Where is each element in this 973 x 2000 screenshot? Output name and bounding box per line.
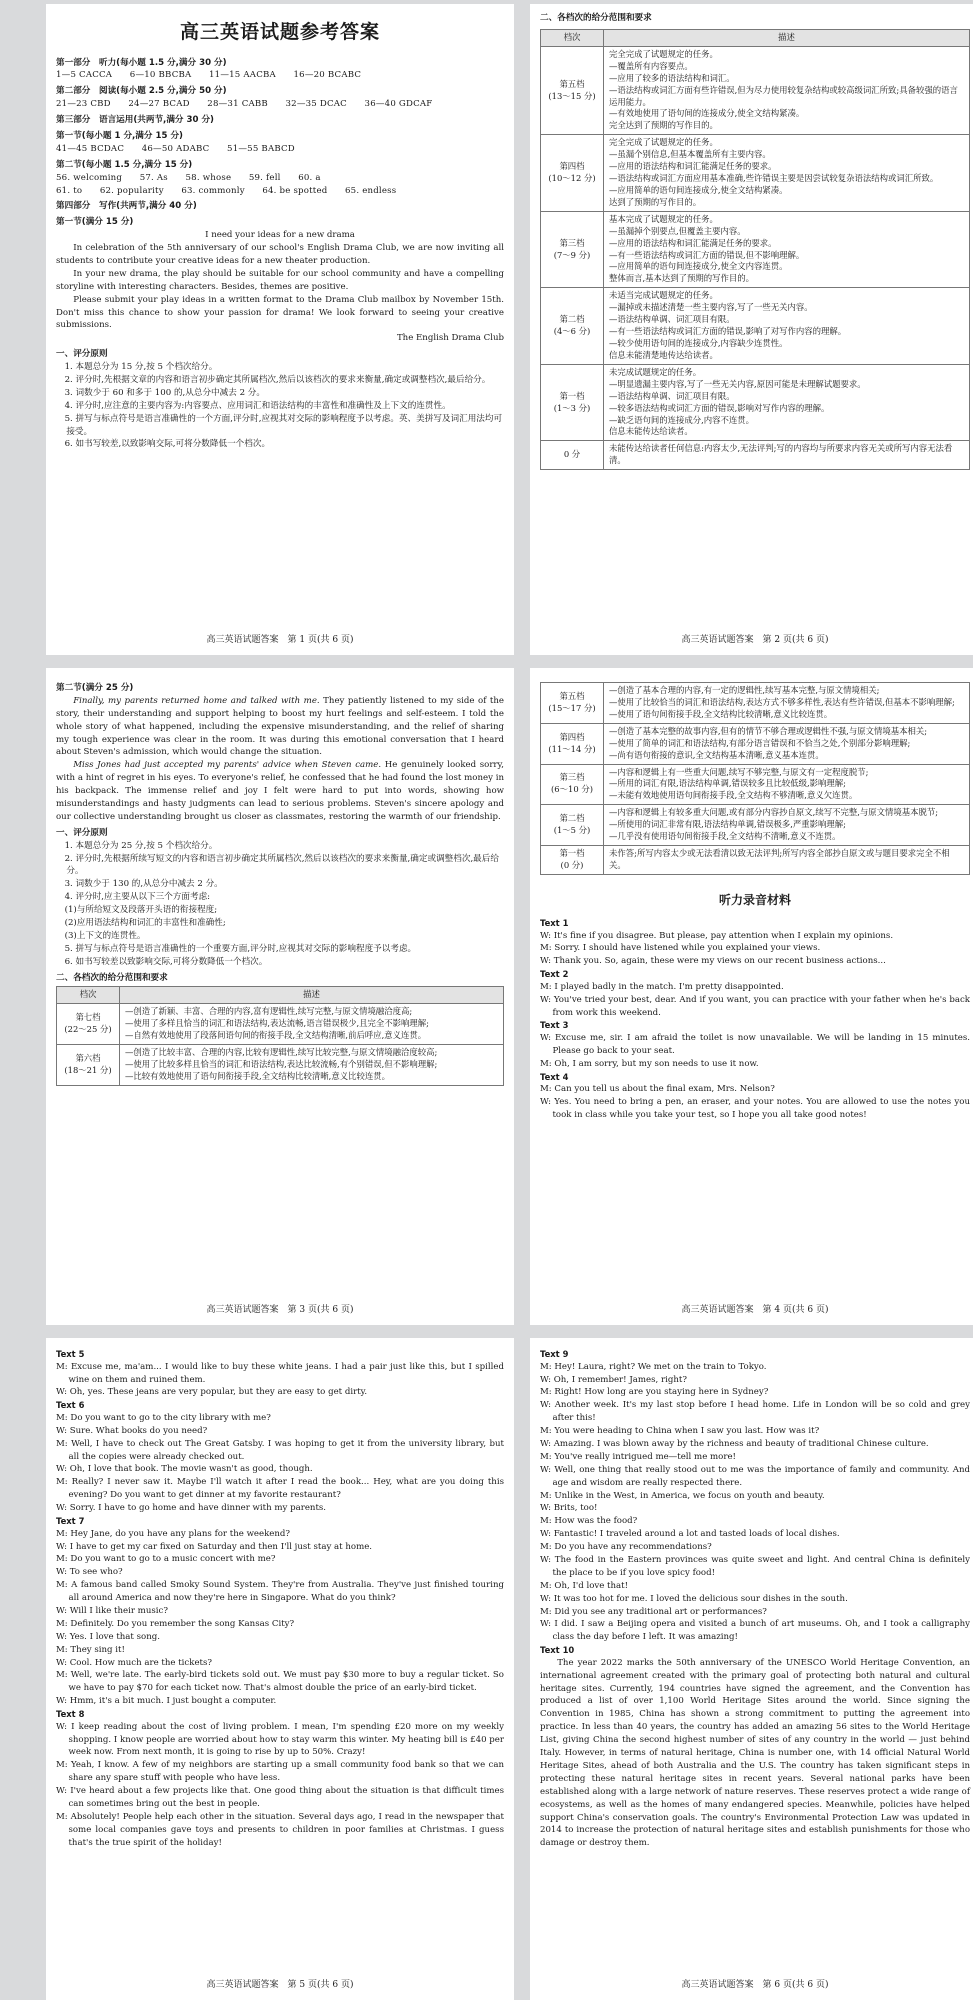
band-line: —使用了比较多样且恰当的词汇和语法结构,表达比较流畅,有个别错误,但不影响理解; [125,1059,438,1070]
dialogue-line: W: Well, one thing that really stood out to me was the importance of family and community. And age and wisdom are really respected there. [540,1464,970,1488]
band-range: (1～3 分) [553,402,591,413]
transcript-text-6 [56,1399,504,1515]
band-line: 基本完成了试题规定的任务。 [609,213,718,224]
transcript-text-4 [540,1071,970,1122]
transcript-text-9 [540,1348,970,1644]
page-footer: 高三英语试题答案 第 4 页(共 6 页) [681,1304,829,1315]
band-line: —内容和逻辑上有一些重大问题,续写不够完整,与原文有一定程度脱节; [609,766,869,777]
dialogue-line: M: Sorry. I should have listened while you explained your views. [540,943,821,954]
band-line: —有一些语法结构或词汇方面的错误,影响了对写作内容的理解。 [609,326,847,337]
part2-answers: 21—23 CBD 24—27 BCAD 28—31 CABB 32—35 DCAC 36—40 GDCAF [56,99,433,110]
table-row [541,846,970,875]
dialogue-line: W: Amazing. I was blown away by the richness and beauty of traditional Chinese culture. [540,1438,929,1449]
part1-heading: 第一部分 听力(每小题 1.5 分,满分 30 分) [56,57,227,68]
dialogue-line: W: To see who? [56,1567,123,1578]
band-range: (1～5 分) [553,825,591,836]
table-row [541,135,970,212]
band-level: 第五档 [559,690,585,701]
transcript-text-3 [540,1019,970,1070]
table-header-row [541,29,970,46]
principle-item: 2. 评分时,先根据文章的内容和语言初步确定其所属档次,然后以该档次的要求来衡量,确定或调整档次,最后给分。 [64,374,491,385]
dialogue-line: W: Oh, I remember! James, right? [540,1374,687,1385]
table-row [541,211,970,288]
text-label: Text 4 [540,1071,569,1082]
dialogue-line: W: I have to get my car fixed on Saturday and then I'll just stay at home. [56,1541,373,1552]
dialogue-line: W: Excuse me, sir. I am afraid the toilet is now unavailable. We will be landing in 15 minutes. Please go back to your seat. [540,1033,970,1056]
page-4 [530,668,973,1325]
transcript-text-1 [540,917,970,968]
transcript-text-5 [56,1348,504,1399]
scoring-bands-table-continued [540,682,970,875]
band-range: (4～6 分) [553,326,591,337]
band-range: (6～10 分) [551,784,593,795]
page-title: 高三英语试题参考答案 [179,21,380,43]
band-range: (7～9 分) [553,249,591,260]
band-range: (22～25 分) [64,1024,112,1035]
dialogue-line: W: Will I like their music? [56,1605,168,1616]
band-line: —使用了语句间衔接手段,全文结构比较清晰,意义比较连贯。 [609,708,833,719]
transcript-text-7 [56,1515,504,1708]
scoring-bands-table [56,986,504,1085]
band-line: —覆盖所有内容要点。 [609,60,693,71]
scoring-principles-heading: 一、评分原则 [56,349,108,360]
band-line: —应用的语法结构和词汇能满足任务的要求。 [609,237,777,248]
text-label: Text 3 [540,1020,569,1031]
page-1 [46,4,514,655]
band-line: —应用了较多的语法结构和词汇。 [609,72,735,83]
essay-title: I need your ideas for a new drama [205,230,355,241]
band-line: 信息未能传达给读者。 [609,426,693,437]
band-line: —创造了基本合理的内容,有一定的逻辑性,续写基本完整,与原文情境相关; [609,685,880,695]
band-line: 未能传达给读者任何信息:内容太少,无法评判;写的内容均与所要求内容无关或所写内容无法看清。 [609,443,953,466]
table-row [541,364,970,441]
dialogue-line: W: I did. I saw a Beijing opera and visited a bunch of art museums. Oh, and I took a calligraphy class the day before I left. It was amazing! [540,1619,970,1643]
band-line: —有效地使用了语句间的连接成分,使全文结构紧凑。 [609,108,805,119]
dialogue-line: M: You were heading to China when I saw you last. How was it? [540,1426,820,1437]
band-level: 第三档 [559,237,585,248]
band-level: 第四档 [559,161,585,172]
band-range: (10～12 分) [548,173,596,184]
dialogue-line: M: They sing it! [56,1644,125,1655]
band-level: 0 分 [563,449,581,460]
dialogue-line: W: Oh, yes. These jeans are very popular, but they are easy to get dirty. [56,1387,368,1398]
bands-heading: 二、各档次的给分范围和要求 [540,13,652,23]
band-line: —漏掉或未描述清楚一些主要内容,写了一些无关内容。 [609,302,813,313]
text-label: Text 1 [540,917,569,928]
dialogue-line: W: Sure. What books do you need? [56,1425,208,1436]
table-row [541,683,970,724]
band-level: 第三档 [559,772,585,783]
band-line: —语法结构或词汇方面有些许错误,但为尽力使用较复杂结构或较高级词汇所致;具备较强的语言运用能力。 [609,84,958,107]
band-range: (18～21 分) [64,1065,112,1076]
band-line: —自然有效地使用了段落间语句间的衔接手段,全文结构清晰,前后呼应,意义连贯。 [125,1030,427,1041]
band-level: 第一档 [559,390,585,401]
band-range: (0 分) [560,859,584,870]
band-line: 完全达到了预期的写作目的。 [609,120,718,131]
column-header-description: 描述 [604,29,970,46]
table-row [541,441,970,470]
dialogue-line: M: Well, I have to check out The Great Gatsby. I was hoping to get it from the university library, but all the copies were already checked out. [56,1438,504,1462]
part3-section2-answers-line2: 61. to 62. popularity 63. commonly 64. be spotted 65. endless [56,185,397,196]
text-label: Text 7 [56,1516,85,1527]
band-line: 达到了预期的写作目的。 [609,196,702,207]
essay-signature: The English Drama Club [396,333,504,344]
text-label: Text 9 [540,1349,569,1359]
dialogue-line: M: Did you see any traditional art or performances? [540,1606,767,1617]
part1-answers: 1—5 CACCA 6—10 BBCBA 11—15 AACBA 16—20 BCABC [56,70,362,81]
band-line: —比较有效地使用了语句间衔接手段,全文结构比较清晰,意义比较连贯。 [125,1071,390,1082]
band-line: —使用了简单的词汇和语法结构,有部分语言错误和不恰当之处,个别部分影响理解; [609,737,911,748]
band-line: 未完成试题规定的任务。 [609,366,702,377]
band-line: —几乎没有使用语句间衔接手段,全文结构不清晰,意义不连贯。 [609,831,841,842]
principle-item: (3)上下文的连贯性。 [64,930,146,941]
principle-item: 5. 拼写与标点符号是语言准确性的一个重要方面,评分时,应视其对交际的影响程度予以考虑。 [64,943,417,954]
part3-section2-heading: 第二节(每小题 1.5 分,满分 15 分) [56,159,193,170]
essay-paragraph-3: Please submit your play ideas in a written format to the Drama Club mailbox by November 15th. Don't miss this chance to show your passion for drama! We look forward to seeing your creative submissions. [56,294,504,331]
band-line: —使用了比较恰当的词汇和语法结构,表达方式不够多样性,表达有些许错误,但基本不影响理解; [609,696,955,707]
principle-item: 2. 评分时,先根据所续写短文的内容和语言初步确定其所属档次,然后以该档次的要求来衡量,确定或调整档次,最后给分。 [64,853,499,877]
dialogue-line: M: How was the food? [540,1516,638,1527]
dialogue-line: W: Oh, I love that book. The movie wasn't as good, though. [56,1464,313,1475]
principle-item: 6. 如书写较差,以致影响交际,可将分数降低一个档次。 [64,439,271,450]
table-row [57,1004,504,1045]
page-3 [46,668,514,1325]
text-label: Text 6 [56,1400,85,1411]
story-paragraph-2 [56,759,504,823]
band-level: 第二档 [559,813,585,824]
part3-section1-answers: 41—45 BCDAC 46—50 ADABC 51—55 BABCD [56,143,295,154]
principle-item: 3. 词数少于 130 的,从总分中减去 2 分。 [64,879,223,890]
dialogue-line: M: Really? I never saw it. Maybe I'll watch it after I read the book... Hey, what are you doing this evening? Do you want to get dinner at my favorite restaurant? [56,1477,504,1501]
dialogue-line: W: Another week. It's my last stop before I head home. Life in London will be so cold and grey after this! [540,1400,970,1424]
band-level: 第四档 [559,731,585,742]
dialogue-line: M: Right! How long are you staying here in Sydney? [540,1387,769,1398]
page-footer: 高三英语试题答案 第 5 页(共 6 页) [206,1979,354,1990]
principle-item: 1. 本题总分为 25 分,按 5 个档次给分。 [64,840,218,851]
scoring-principles-heading: 一、评分原则 [56,827,108,838]
story-paragraph-2-body: He genuinely looked sorry, with a hint of regret in his eyes. To everyone's relief, he confessed that he had found the lost money in his backpack. The immense relief and joy I felt were hard to put into words, showing how misunderstandings and hasty judgments can lead to serious problems. Steven's sincere apology and our collective understanding brought us closer as classmates, restoring the warmth of our friendship. [56,760,504,822]
page-footer: 高三英语试题答案 第 3 页(共 6 页) [206,1304,354,1315]
dialogue-line: W: Brits, too! [540,1503,598,1514]
monologue-paragraph: The year 2022 marks the 50th anniversary of the UNESCO World Heritage Convention, an international agreement created with the primary goal of protecting both natural and cultural heritage sites. Currently, 194 countries have signed the agreement, and the Convention has produced a list of over 1,100 World Heritage Sites around the world. Since signing the Convention in 1985, China has shown a strong commitment to putting the agreement into practice. In less than 40 years, the country has added an amazing 56 sites to the World Heritage List, giving China the second highest number of sites of any country in the world — just behind Italy. However, in terms of natural heritage, China is number one, with 14 official Natural World Heritage Sites, ahead of both Australia and the U.S. The country has taken significant steps in protecting these natural heritage sites in recent years. Several national parks have been established along with a large network of nature reserves. These reserves protect a wide range of ecosystems, as well as the homes of many endangered species. Meanwhile, policies have helped support China's conservation goals. The country's Environmental Protection Law was updated in 2014 to increase the protection of natural heritage sites and establish punishments for those who damage or destroy them. [540,1657,970,1849]
table-row [541,805,970,846]
band-line: 未适当完成试题规定的任务。 [609,290,718,301]
part3-section2-answers-line1: 56. welcoming 57. As 58. whose 59. fell 60. a [56,172,321,183]
page-footer: 高三英语试题答案 第 2 页(共 6 页) [681,634,829,645]
story-paragraph-1 [56,695,504,759]
band-level: 第七档 [75,1012,101,1023]
band-line: —使用了多样且恰当的词汇和语法结构,表达流畅,语言错误极少,且完全不影响理解; [125,1018,429,1029]
dialogue-line: W: You've tried your best, dear. And if you want, you can practice with your father when he's back from work this weekend. [540,994,970,1018]
part3-section1-heading: 第一节(每小题 1 分,满分 15 分) [56,130,183,141]
band-range: (15～17 分) [548,702,596,713]
essay-paragraph-1: In celebration of the 5th anniversary of our school's English Drama Club, we are now inviting all students to contribute your creative ideas for a new theater production. [56,243,504,266]
column-header-description: 描述 [120,987,504,1004]
dialogue-line: M: Well, we're late. The early-bird tickets sold out. We must pay $30 more to buy a regular ticket. So we have to pay $70 for each ticket now. That's almost double the price of an early-bird ticket. [56,1670,504,1694]
dialogue-line: M: Do you have any recommendations? [540,1542,712,1553]
dialogue-line: W: The food in the Eastern provinces was quite sweet and light. And central China is definitely the place to be if you love spicy food! [540,1554,970,1578]
text-label: Text 8 [56,1709,85,1720]
band-line: —应用简单的语句间连接成分,使全文内容连贯。 [609,261,788,272]
dialogue-line: W: I've heard about a few projects like that. One good thing about the situation is that difficult times can sometimes bring out the best in people. [56,1786,504,1810]
band-line: 完全完成了试题规定的任务。 [609,48,718,59]
dialogue-line: M: Hey Jane, do you have any plans for the weekend? [56,1528,291,1539]
band-line: —创造了基本完整的故事内容,但有的情节不够合理或逻辑性不强,与原文情境基本相关; [609,725,928,736]
dialogue-line: W: Sorry. I have to go home and have dinner with my parents. [56,1503,327,1514]
band-line: —所使用的词汇非常有限,语法结构单调,错误极多,严重影响理解; [609,819,846,830]
band-level: 第一档 [559,848,585,859]
story-paragraph-1-lead: Finally, my parents returned home and talked with me. [73,695,320,706]
dialogue-line: M: Yeah, I know. A few of my neighbors are starting up a small community food bank so that we can share any spare stuff with people who have less. [56,1760,504,1784]
dialogue-line: M: I played badly in the match. I'm pretty disappointed. [540,981,784,992]
band-line: —内容和逻辑上有较多重大问题,或有部分内容抄自原文,续写不完整,与原文情境基本脱节; [609,807,939,818]
scoring-bands-table [540,29,970,470]
band-line: —应用的语法结构和词汇能满足任务的要求。 [609,161,777,172]
dialogue-line: W: Yes. You need to bring a pen, an eraser, and your notes. You are allowed to use the notes you took in class while you take your test, so I hope you all take good notes! [540,1097,970,1121]
page-5 [46,1338,514,2000]
story-paragraph-2-lead: Miss Jones had just accepted my parents' advice when Steven came. [73,760,382,771]
dialogue-line: W: It's fine if you disagree. But please, pay attention when I explain my opinions. [540,930,894,941]
dialogue-line: W: I keep reading about the cost of living problem. I mean, I'm spending £20 more on my weekly shopping. I know people are worried about how to stay warm this winter. My heating bill is £40 per week now. From next month, it is going to rise by up to 50%. Crazy! [56,1721,504,1758]
band-line: —创造了新颖、丰富、合理的内容,富有逻辑性,续写完整,与原文情境融洽度高; [125,1006,413,1017]
dialogue-line: M: Absolutely! People help each other in the situation. Several days ago, I read in the newspaper that some local companies gave toys and presents to children in poor families at Christmas. I guess that's the true spirit of the holiday! [56,1811,504,1848]
dialogue-line: M: You've really intrigued me—tell me more! [540,1451,736,1462]
table-row [541,288,970,365]
table-header-row [57,987,504,1004]
band-line: 信息未能清楚地传达给读者。 [609,349,718,360]
dialogue-line: M: Do you want to go to the city library with me? [56,1412,271,1423]
part2-heading: 第二部分 阅读(每小题 2.5 分,满分 50 分) [56,86,227,97]
story-paragraph-1-body: They patiently listened to my side of the story, their understanding and support helping to boost my hurt feelings and self-esteem. I told the whole story of what happened, including the expensive misunderstanding, and the relief of sharing my tough experience was clear in the room. It was during this emotional conversation that I heard about Steven's admission, which would change the situation. [56,695,504,758]
part4-section1-heading: 第一节(满分 15 分) [56,217,134,228]
band-line: —明显遗漏主要内容,写了一些无关内容,原因可能是未理解试题要求。 [609,378,866,389]
principle-item: (1)与所给短文及段落开头语的衔接程度; [64,905,218,916]
dialogue-line: W: Cool. How much are the tickets? [56,1657,213,1668]
dialogue-line: M: Definitely. Do you remember the song Kansas City? [56,1618,295,1629]
dialogue-line: M: Unlike in the West, in America, we focus on youth and beauty. [540,1490,825,1501]
band-line: —所用的词汇有限,语法结构单调,错误较多且比较低级,影响理解; [609,778,846,789]
band-line: —有一些语法结构或词汇方面的错误,但不影响理解。 [609,249,805,260]
transcript-text-2 [540,968,970,1019]
column-header-level: 档次 [541,29,604,46]
table-row [541,723,970,764]
column-header-level: 档次 [57,987,120,1004]
dialogue-line: W: It was too hot for me. I loved the delicious sour dishes in the south. [540,1593,848,1604]
band-line: 未作答;所写内容太少或无法看清以致无法评判;所写内容全部抄自原文或与题目要求完全不相关。 [609,848,950,870]
principle-item: 4. 评分时,应注意的主要内容为:内容要点、应用词汇和语法结构的丰富性和准确性及上下文的连贯性。 [64,400,451,411]
page-2 [530,4,973,655]
dialogue-line: M: Can you tell us about the final exam, Mrs. Nelson? [540,1084,775,1095]
dialogue-line: W: Yes. I love that song. [56,1631,160,1642]
band-line: —缺乏语句间的连接成分,内容不连贯。 [609,414,755,425]
dialogue-line: M: Oh, I am sorry, but my son needs to use it now. [540,1058,759,1069]
transcript-text-10 [540,1644,970,1850]
band-range: (11～14 分) [548,743,596,754]
principle-item: 6. 如书写较差以致影响交际,可将分数降低一个档次。 [64,956,268,967]
part4-heading: 第四部分 写作(共两节,满分 40 分) [56,201,197,212]
band-line: —虽漏个别信息,但基本覆盖所有主要内容。 [609,149,771,160]
dialogue-line: M: Excuse me, ma'am... I would like to buy these white jeans. I had a pair just like this, but I spilled wine on them and ruined them. [56,1361,504,1385]
dialogue-line: M: Oh, I'd love that! [540,1580,629,1591]
band-line: —尚有语句衔接的意识,全文结构基本清晰,意义基本连贯。 [609,749,824,760]
band-line: —虽漏掉个别要点,但覆盖主要内容。 [609,225,746,236]
essay-paragraph-2: In your new drama, the play should be suitable for our school community and have a compelling storyline with interesting characters. Besides, themes are positive. [56,268,504,292]
part3-heading: 第三部分 语言运用(共两节,满分 30 分) [56,115,214,126]
page-footer: 高三英语试题答案 第 6 页(共 6 页) [681,1979,829,1990]
band-line: —较多语法结构或词汇方面的错误,影响对写作内容的理解。 [609,402,830,413]
text-label: Text 10 [540,1645,575,1656]
table-row [541,764,970,805]
page-6 [530,1338,973,2000]
table-row [541,46,970,134]
principle-item: 4. 评分时,应主要从以下三个方面考虑: [64,892,211,903]
listening-material-title: 听力录音材料 [718,892,791,907]
band-line: —语法结构单调、词汇项目有限。 [609,390,735,401]
bands-heading: 二、各档次的给分范围和要求 [56,972,168,983]
text-label: Text 5 [56,1349,85,1359]
text-label: Text 2 [540,969,569,980]
band-line: —未能有效地使用语句间衔接手段,全文结构不够清晰,意义欠连贯。 [609,790,858,801]
principle-item: (2)应用语法结构和词汇的丰富性和准确性; [64,918,226,929]
band-range: (13～15 分) [548,90,596,101]
band-line: —较少使用语句间的连接成分,内容缺少连贯性。 [609,338,788,349]
band-level: 第五档 [559,78,585,89]
band-line: —语法结构单调、词汇项目有限。 [609,314,735,325]
page-footer: 高三英语试题答案 第 1 页(共 6 页) [206,634,354,645]
dialogue-line: M: Do you want to go to a music concert with me? [56,1554,276,1565]
dialogue-line: W: Hmm, it's a bit much. I just bought a computer. [56,1696,277,1707]
dialogue-line: W: Fantastic! I traveled around a lot and tasted loads of local dishes. [540,1529,840,1540]
dialogue-line: M: Hey! Laura, right? We met on the train to Tokyo. [540,1361,767,1372]
band-line: 整体而言,基本达到了预期的写作目的。 [609,273,755,284]
band-line: —语法结构或词汇方面应用基本准确,些许错误主要是因尝试较复杂语法结构或词汇所致。 [609,173,939,184]
transcript-text-8 [56,1708,504,1850]
dialogue-line: M: A famous band called Smoky Sound System. They're from Australia. They've just finished touring all around America and now they're here in Singapore. What do you think? [56,1580,504,1604]
table-row [57,1045,504,1086]
section2-heading: 第二节(满分 25 分) [56,683,134,693]
band-level: 第六档 [75,1053,101,1064]
band-line: 完全完成了试题规定的任务。 [609,137,718,148]
principle-item: 5. 拼写与标点符号是语言准确性的一个方面,评分时,应视其对交际的影响程度予以考虑。英、美拼写及词汇用法均可接受。 [64,413,503,437]
band-line: —创造了比较丰富、合理的内容,比较有逻辑性,续写比较完整,与原文情境融洽度较高; [125,1047,438,1058]
band-level: 第二档 [559,314,585,325]
dialogue-line: W: Thank you. So, again, these were my views on our recent business actions... [540,956,886,967]
principle-item: 1. 本题总分为 15 分,按 5 个档次给分。 [64,362,218,373]
band-line: —应用简单的语句间连接成分,使全文结构紧凑。 [609,184,788,195]
principle-item: 3. 词数少于 60 和多于 100 的,从总分中减去 2 分。 [64,387,265,398]
